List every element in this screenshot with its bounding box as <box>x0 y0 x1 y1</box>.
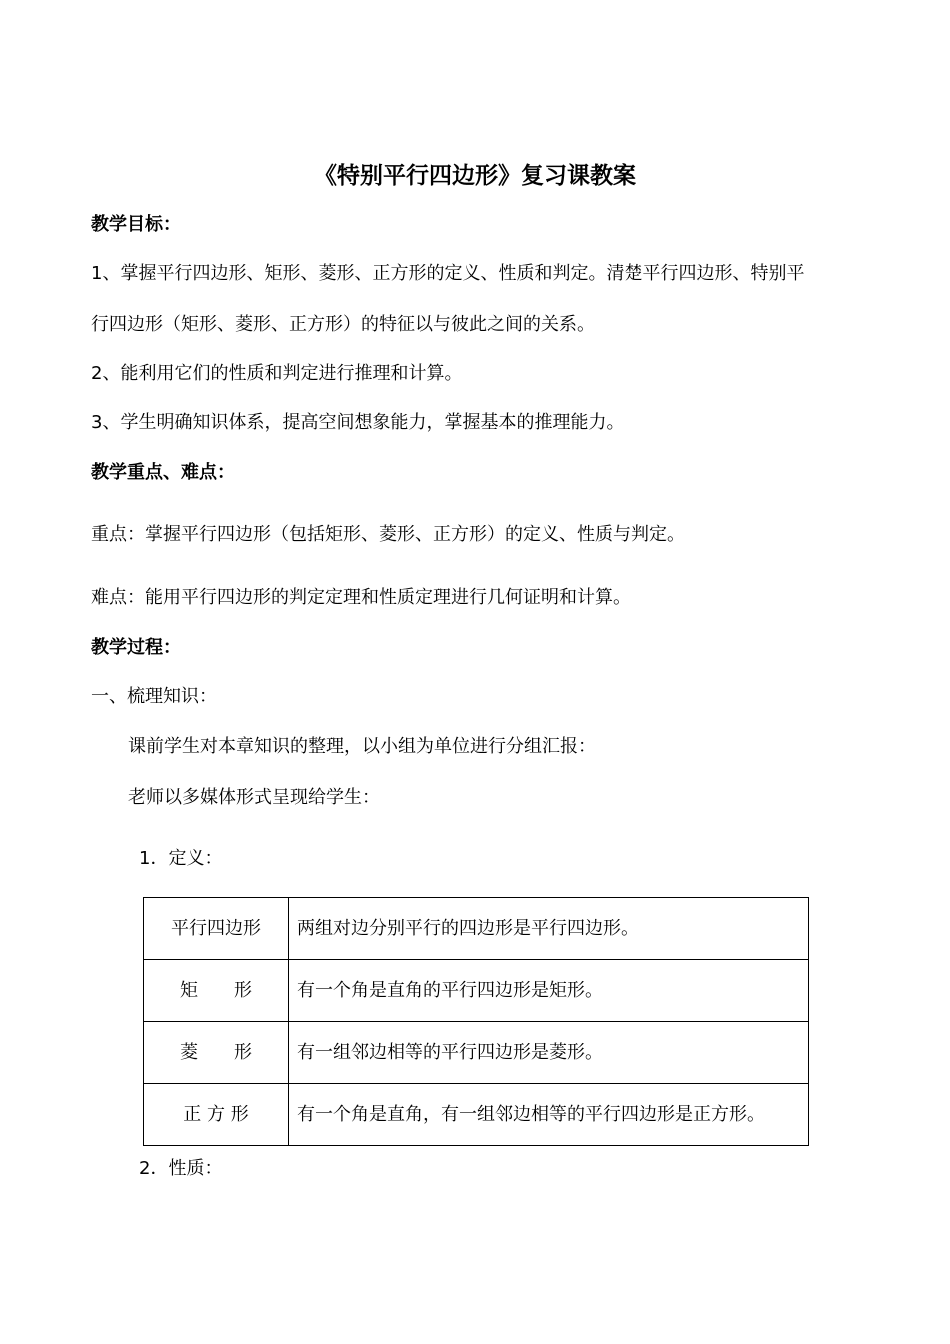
paragraph-2: 老师以多媒体形式呈现给学生： <box>128 787 380 808</box>
objective-item-2: 2、能利用它们的性质和判定进行推理和计算。 <box>91 363 463 384</box>
definition-cell: 有一个角是直角的平行四边形是矩形。 <box>289 960 809 1022</box>
definition-cell: 有一组邻边相等的平行四边形是菱形。 <box>289 1022 809 1084</box>
paragraph-1: 课前学生对本章知识的整理，以小组为单位进行分组汇报： <box>128 736 596 757</box>
definitions-table <box>143 897 809 1146</box>
subsection-properties-title: 2．性质： <box>139 1158 223 1179</box>
objective-item-1-line-2: 行四边形（矩形、菱形、正方形）的特征以与彼此之间的关系。 <box>91 314 595 335</box>
subsection-definition-title: 1．定义： <box>139 848 223 869</box>
term-cell: 正 方 形 <box>144 1084 289 1146</box>
definition-cell: 有一个角是直角，有一组邻边相等的平行四边形是正方形。 <box>289 1084 809 1146</box>
definition-cell: 两组对边分别平行的四边形是平行四边形。 <box>289 898 809 960</box>
table-row <box>144 1084 809 1146</box>
objective-item-3: 3、学生明确知识体系，提高空间想象能力，掌握基本的推理能力。 <box>91 412 625 433</box>
focus-point: 重点：掌握平行四边形（包括矩形、菱形、正方形）的定义、性质与判定。 <box>91 524 685 545</box>
term-cell: 平行四边形 <box>144 898 289 960</box>
table-row <box>144 898 809 960</box>
term-cell: 矩 形 <box>144 960 289 1022</box>
section-1-title: 一、梳理知识： <box>91 686 217 707</box>
table-row <box>144 960 809 1022</box>
objectives-heading: 教学目标： <box>91 214 181 235</box>
process-heading: 教学过程： <box>91 637 181 658</box>
page-title: 《特别平行四边形》复习课教案 <box>314 163 636 189</box>
difficulty-point: 难点：能用平行四边形的判定定理和性质定理进行几何证明和计算。 <box>91 587 631 608</box>
objective-item-1-line-1: 1、掌握平行四边形、矩形、菱形、正方形的定义、性质和判定。清楚平行四边形、特别平 <box>91 263 805 284</box>
key-points-heading: 教学重点、难点： <box>91 462 235 483</box>
table-row <box>144 1022 809 1084</box>
term-cell: 菱 形 <box>144 1022 289 1084</box>
